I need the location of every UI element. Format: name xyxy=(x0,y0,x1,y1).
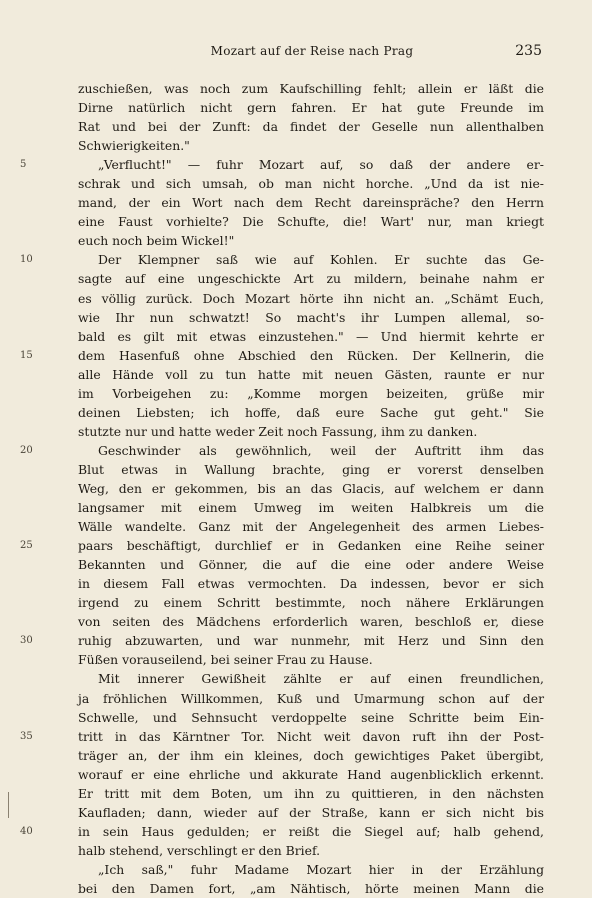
text-line xyxy=(78,422,544,441)
text-line xyxy=(78,365,544,384)
line-text: stutzte nur und hatte weder Zeit noch Fassung, ihm zu danken. xyxy=(78,423,478,439)
text-line xyxy=(78,403,544,422)
line-text: halb stehend, verschlingt er den Brief. xyxy=(78,842,321,858)
text-line xyxy=(20,536,544,555)
line-text: euch noch beim Wickel!" xyxy=(78,233,235,249)
text-line xyxy=(78,79,544,98)
text-line xyxy=(78,289,544,308)
line-text: eine Faust vorhielte? Die Schufte, die! Wart' nur, man kriegt xyxy=(78,214,544,230)
line-text: irgend zu einem Schritt bestimmte, noch nähere Erklärungen xyxy=(78,595,544,611)
line-number: 35 xyxy=(20,730,33,742)
line-text: wie Ihr nun schwatzt! So macht's ihr Lumpen allemal, so- xyxy=(78,309,544,325)
line-text: „Verflucht!" — fuhr Mozart auf, so daß der andere er- xyxy=(98,157,544,173)
line-text: Der Klempner saß wie auf Kohlen. Er suchte das Ge- xyxy=(98,252,544,268)
text-line xyxy=(20,346,544,365)
line-text: Dirne natürlich nicht gern fahren. Er hat gute Freunde im xyxy=(78,100,544,116)
line-text: Schwierigkeiten." xyxy=(78,138,190,154)
text-line xyxy=(20,155,544,174)
line-text: Schwelle, und Sehnsucht verdoppelte seine Schritte beim Ein- xyxy=(78,709,544,725)
line-text: Er tritt mit dem Boten, um ihn zu quittieren, in den nächsten xyxy=(78,785,544,801)
text-line xyxy=(78,136,544,155)
text-line xyxy=(78,612,544,631)
line-text: bei den Damen fort, „am Nähtisch, hörte meinen Mann die xyxy=(78,880,544,896)
page-number: 235 xyxy=(515,43,542,59)
line-text: tritt in das Kärntner Tor. Nicht weit davon ruft ihn der Post- xyxy=(78,728,544,744)
page-edge-mark xyxy=(8,792,9,818)
line-number: 15 xyxy=(20,349,33,361)
text-line xyxy=(20,250,544,269)
text-line xyxy=(78,650,544,669)
text-line xyxy=(78,746,544,765)
line-text: mand, der ein Wort nach dem Recht dareinspräche? den Herrn xyxy=(78,195,544,211)
line-text: zuschießen, was noch zum Kaufschilling fehlt; allein er läßt die xyxy=(78,81,544,96)
line-text: Blut etwas in Wallung brachte, ging er vorerst denselben xyxy=(78,461,544,477)
line-text: ja fröhlichen Willkommen, Kuß und Umarmung schon auf der xyxy=(78,690,544,706)
line-text: sagte auf eine ungeschickte Art zu mildern, beinahe nahm er xyxy=(78,271,544,287)
line-number: 30 xyxy=(20,635,33,647)
line-text: Geschwinder als gewöhnlich, weil der Auftritt ihm das xyxy=(98,442,544,458)
text-line xyxy=(78,860,544,879)
text-line xyxy=(78,269,544,288)
text-line xyxy=(78,212,544,231)
text-line xyxy=(78,669,544,688)
text-line xyxy=(78,384,544,403)
line-text: worauf er eine ehrliche und akkurate Hand augenblicklich erkennt. xyxy=(78,766,544,782)
line-text: es völlig zurück. Doch Mozart hörte ihn nicht an. „Schämt Euch, xyxy=(78,290,544,306)
line-text: „Ich saß," fuhr Madame Mozart hier in der Erzählung xyxy=(98,861,544,877)
text-line xyxy=(78,98,544,117)
line-text: Rat und bei der Zunft: da findet der Geselle nun allenthalben xyxy=(78,119,544,135)
text-line xyxy=(78,593,544,612)
running-head: Mozart auf der Reise nach Prag xyxy=(210,44,414,58)
text-line xyxy=(78,708,544,727)
text-line xyxy=(20,441,544,460)
text-line xyxy=(20,727,544,746)
text-line xyxy=(20,631,544,650)
line-text: ruhig abzuwarten, und war nunmehr, mit Herz und Sinn den xyxy=(78,633,544,649)
line-number: 40 xyxy=(20,825,33,837)
text-line xyxy=(78,574,544,593)
text-line xyxy=(78,689,544,708)
text-line xyxy=(78,879,544,898)
text-line xyxy=(78,803,544,822)
line-text: alle Hände voll zu tun hatte mit neuen Gästen, raunte er nur xyxy=(78,366,544,382)
line-text: dem Hasenfuß ohne Abschied den Rücken. Der Kellnerin, die xyxy=(78,347,544,363)
line-number: 25 xyxy=(20,540,33,552)
line-text: Weg, den er gekommen, bis an das Glacis, auf welchem er dann xyxy=(78,480,544,496)
line-text: in diesem Fall etwas vermochten. Da indessen, bevor er sich xyxy=(78,576,544,592)
line-text: Kaufladen; dann, wieder auf der Straße, kann er sich nicht bis xyxy=(78,804,544,820)
line-number: 5 xyxy=(20,159,27,171)
line-text: von seiten des Mädchens erforderlich waren, beschloß er, diese xyxy=(78,614,544,630)
line-text: träger an, der ihm ein kleines, doch gewichtiges Paket übergibt, xyxy=(78,747,544,763)
text-line xyxy=(78,765,544,784)
line-text: bald es gilt mit etwas einzustehen." — Und hiermit kehrte er xyxy=(78,328,544,344)
line-text: Wälle wandelte. Ganz mit der Angelegenheit des armen Liebes- xyxy=(78,519,544,535)
line-text: deinen Liebsten; ich hoffe, daß eure Sache gut geht." Sie xyxy=(78,404,544,420)
line-text: Füßen vorauseilend, bei seiner Frau zu Hause. xyxy=(78,652,373,668)
text-line xyxy=(78,460,544,479)
text-line xyxy=(78,498,544,517)
text-line xyxy=(78,841,544,860)
body-text xyxy=(20,79,544,898)
line-text: im Vorbeigehen zu: „Komme morgen beizeiten, grüße mir xyxy=(78,385,544,401)
text-line xyxy=(20,822,544,841)
line-text: schrak und sich umsah, ob man nicht horche. „Und da ist nie- xyxy=(78,176,544,192)
text-line xyxy=(78,174,544,193)
page-header xyxy=(82,44,542,64)
line-number: 20 xyxy=(20,444,33,456)
line-text: Bekannten und Gönner, die auf die eine oder andere Weise xyxy=(78,557,544,573)
text-line xyxy=(78,479,544,498)
line-text: Mit innerer Gewißheit zählte er auf einen freundlichen, xyxy=(98,671,544,687)
text-line xyxy=(78,193,544,212)
text-line xyxy=(78,517,544,536)
line-text: in sein Haus gedulden; er reißt die Siegel auf; halb gehend, xyxy=(78,823,544,839)
line-number: 10 xyxy=(20,254,33,266)
line-text: langsamer mit einem Umweg im weiten Halbkreis um die xyxy=(78,500,544,516)
text-line xyxy=(78,117,544,136)
text-line xyxy=(78,308,544,327)
text-line xyxy=(78,555,544,574)
line-text: paars beschäftigt, durchlief er in Gedanken eine Reihe seiner xyxy=(78,538,544,554)
text-line xyxy=(78,784,544,803)
text-line xyxy=(78,231,544,250)
text-line xyxy=(78,327,544,346)
